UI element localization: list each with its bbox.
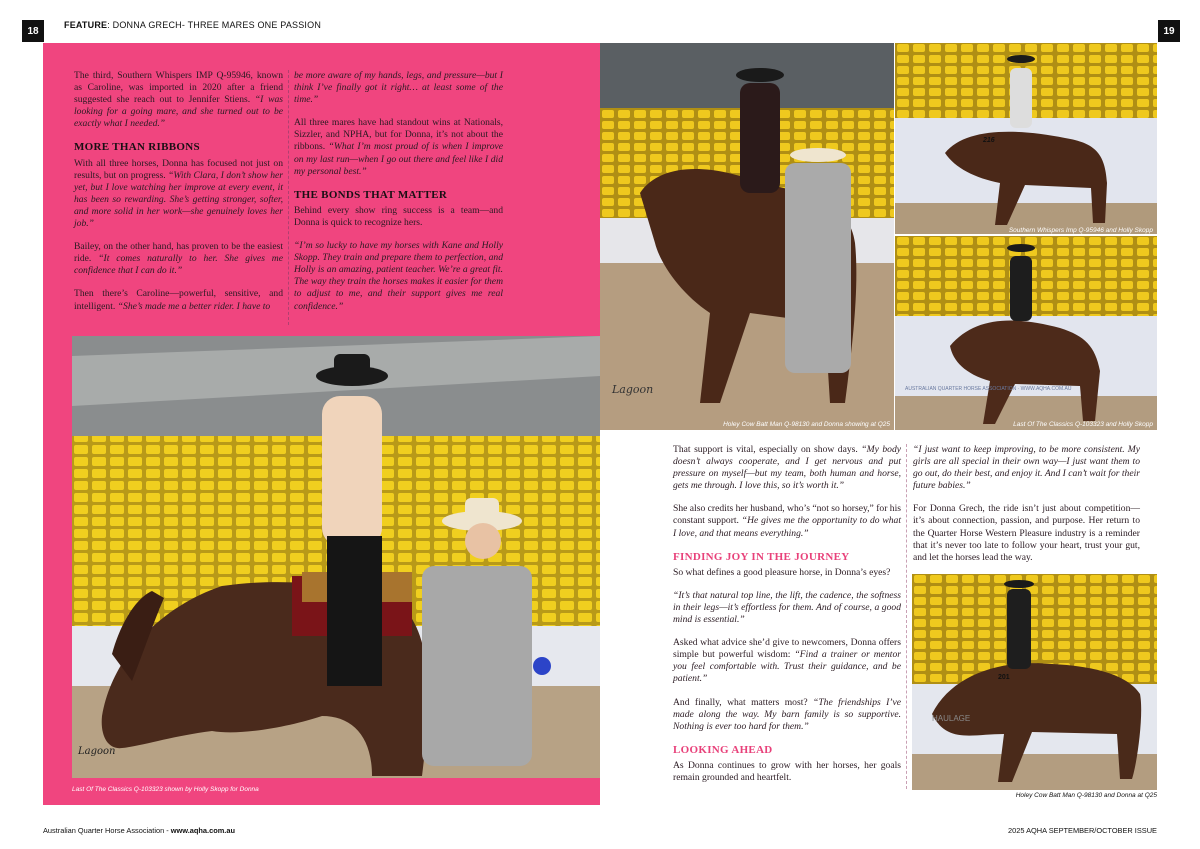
quote: “It’s that natural top line, the lift, the cadence, the softness in their legs—it’s effortless for them. And of course, a good mind is essential.”: [673, 589, 901, 626]
quote: “I’m so lucky to have my horses with Kane and Holly Skopp. They train and prepare them to perfection, and Holly is an amazing, patient teacher. We’re a great fit. The way they train the horses makes it easier for them to adjust to me, and their support gives me real confidence.”: [294, 240, 503, 312]
quote: “What I’m most proud of is when I improve on my last run—when I go out there and feel like I did my personal best.”: [294, 141, 504, 177]
text-p: Bailey, on the other hand, has proven to be the easiest ride.: [74, 241, 283, 265]
footer-right: 2025 AQHA SEPTEMBER/OCTOBER ISSUE: [1008, 826, 1157, 835]
caption-top-right-2: Last Of The Classics Q-103323 and Holly Skopp: [1013, 421, 1153, 428]
text-p: For Donna Grech, the ride isn’t just about competition—it’s about connection, passion, and purpose. Her return to the Quarter Horse Western Pleasure industry is a reminder that it’s never too late to follow your heart, trust your gut, and let the horses lead the way.: [913, 503, 1140, 563]
quote: “I just want to keep improving, to be more consistent. My girls are all special in their own way—I just want them to go out, do their best, and enjoy it. And I can’t wait for their future babies.”: [913, 444, 1140, 492]
quote: be more aware of my hands, legs, and pressure—but I think I’ve finally got it right… at least some of the time.”: [294, 70, 503, 106]
quote: “The friendships I’ve made along the way. My barn family is so supportive. Nothing is ever too hard for them.”: [673, 696, 901, 732]
photo-last-of-classics: [895, 236, 1157, 430]
photo-southern-whispers: [895, 43, 1157, 234]
text-p: So what defines a good pleasure horse, in Donna’s eyes?: [673, 566, 891, 578]
quote: “My body doesn’t always cooperate, and I get nervous and put pressure on myself—but my team, both human and horse, gets me through. I love this, so it’s worth it.”: [673, 444, 901, 492]
quote: “He gives me the opportunity to do what I love, and that means everything.”: [673, 515, 901, 539]
text-p: As Donna continues to grow with her horses, her goals remain grounded and heartfelt.: [673, 759, 901, 783]
photographer-signature: Lagoon: [612, 383, 654, 396]
article-column-2: [294, 70, 503, 324]
quote: “She’s made me a better rider. I have to: [117, 300, 271, 312]
text-p: Behind every show ring success is a team—and Donna is quick to recognize hers.: [294, 204, 503, 228]
article-column-4: [913, 444, 1140, 575]
arena-scene-illustration: [600, 43, 894, 430]
footer-org: Australian Quarter Horse Association -: [43, 826, 171, 835]
text-p: That support is vital, especially on show days.: [673, 444, 862, 455]
quote: “With Clara, I don’t show her yet, but I love watching her improve at every event, it has been so rewarding. She’s getting stronger, softer, and more solid in her work—she genuinely loves her job.”: [74, 169, 283, 230]
column-divider: [288, 70, 289, 325]
heading-bonds-that-matter: THE BONDS THAT MATTER: [294, 188, 448, 201]
caption-top-center: Holey Cow Batt Man Q-98130 and Donna showing at Q25: [723, 421, 890, 428]
text-p: The third, Southern Whispers IMP Q-95946, known as Caroline, was imported in 2020 after a friend suggested she reach out to Jennifer Stiens.: [74, 70, 283, 106]
quote: “It comes naturally to her. She gives me confidence that I can do it.”: [74, 253, 283, 277]
heading-more-than-ribbons: MORE THAN RIBBONS: [74, 141, 200, 154]
arena-scene-illustration: [895, 236, 1157, 430]
caption-main-left: Last Of The Classics Q-103323 shown by Holly Skopp for Donna: [72, 786, 259, 793]
photo-number-tag: 216: [983, 137, 995, 144]
arena-scene-illustration: [72, 336, 600, 778]
text-p: And finally, what matters most?: [673, 696, 813, 708]
text-p: Asked what advice she’d give to newcomers, Donna offers simple but powerful wisdom:: [673, 637, 901, 661]
text-p: Then there’s Caroline—powerful, sensitive, and intelligent.: [74, 288, 283, 312]
article-column-1: [74, 70, 283, 324]
photo-number-tag: 201: [998, 674, 1010, 681]
article-column-3: [673, 444, 901, 795]
photo-donna-holey-cow: [600, 43, 894, 430]
quote: “I was looking for a going mare, and she turned out to be exactly what I needed.”: [74, 94, 283, 130]
text-p: With all three horses, Donna has focused not just on results, but on progress.: [74, 157, 283, 181]
caption-bottom-right: Holey Cow Batt Man Q-98130 and Donna at Q25: [1015, 792, 1157, 799]
feature-label: FEATURE: [64, 20, 108, 30]
photo-haulage-text: HAULAGE: [932, 714, 971, 723]
feature-header: [64, 20, 321, 30]
caption-top-right-1: Southern Whispers Imp Q-95946 and Holly Skopp: [1008, 227, 1153, 234]
feature-title: : DONNA GRECH- THREE MARES ONE PASSION: [107, 20, 322, 30]
arena-scene-illustration: [912, 574, 1157, 790]
text-p: She also credits her husband, who’s “not so horsey,” for his constant support.: [673, 503, 901, 527]
page-number-left: 18: [22, 20, 44, 42]
photo-banner-text: AUSTRALIAN QUARTER HORSE ASSOCIATION · WWW.AQHA.COM.AU: [905, 386, 1072, 392]
heading-looking-ahead: LOOKING AHEAD: [673, 743, 773, 756]
column-divider: [906, 444, 907, 789]
heading-finding-joy: FINDING JOY IN THE JOURNEY: [673, 550, 850, 563]
quote: “Find a trainer or mentor you feel comfortable with. Trust their guidance, and be patient.”: [673, 649, 901, 685]
photo-donna-at-q25: [912, 574, 1157, 790]
photo-holly-skopp-main: [72, 336, 600, 778]
footer-url[interactable]: www.aqha.com.au: [170, 826, 235, 835]
arena-scene-illustration: [895, 43, 1157, 234]
page-number-right: 19: [1158, 20, 1180, 42]
footer-left: [43, 826, 235, 835]
photographer-signature: Lagoon: [78, 746, 116, 757]
text-p: All three mares have had standout wins at Nationals, Sizzler, and NPHA, but for Donna, it’s not about the ribbons.: [294, 117, 503, 153]
